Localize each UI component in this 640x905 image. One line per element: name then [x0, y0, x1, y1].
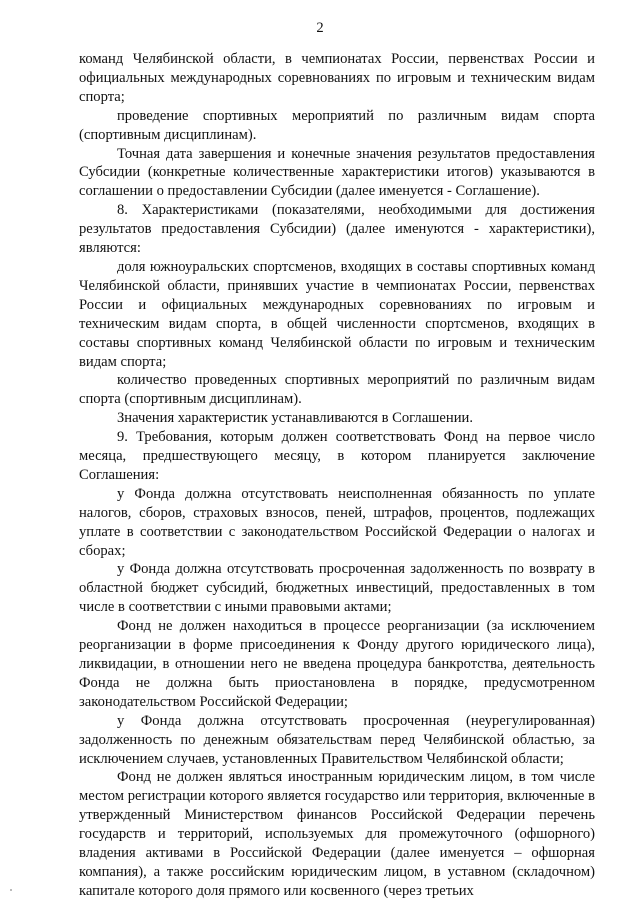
paragraph: у Фонда должна отсутствовать неисполненная обязанность по уплате налогов, сборов, страховых взносов, пеней, штрафов, процентов, подлежащих уплате в соответствии с законодательством Российской Федерации о налогах и сборах;	[79, 485, 595, 559]
page-number: 2	[316, 20, 324, 36]
paragraph: количество проведенных спортивных мероприятий по различным видам спорта (спортивным дисциплинам).	[79, 372, 595, 408]
paragraph-continuation: команд Челябинской области, в чемпионатах России, первенствах России и официальных международных соревнованиях по игровым и техническим видам спорта;	[79, 51, 595, 105]
paragraph: у Фонда должна отсутствовать просроченная задолженность по возврату в областной бюджет субсидий, бюджетных инвестиций, предоставленных в том числе в соответствии с иными правовыми актами;	[79, 561, 595, 616]
paragraph-item-8: 8. Характеристиками (показателями, необходимыми для достижения результатов предоставления Субсидии) (далее именуются - характеристики), являются:	[79, 202, 595, 257]
paragraph: проведение спортивных мероприятий по различным видам спорта (спортивным дисциплинам).	[79, 107, 595, 143]
paragraph: доля южноуральских спортсменов, входящих в составы спортивных команд Челябинской области, принявших участие в чемпионатах России, первенствах России и официальных международных соревнованиях по игровым и техническим видам спорта, в общей численности спортсменов, входящих в составы спортивных команд Челябинской области по игровым и техническим видам спорта;	[79, 258, 595, 370]
paragraph-item-9: 9. Требования, которым должен соответствовать Фонд на первое число месяца, предшествующего месяцу, в котором планируется заключение Соглашения:	[79, 429, 595, 483]
paragraph: Фонд не должен являться иностранным юридическим лицом, в том числе местом регистрации которого является государство или территория, включенные в утвержденный Министерством финансов Российской Федерации перечень государств и территорий, используемых для промежуточного (офшорного) владения активами в Российской Федерации (далее именуется – офшорная компания), а также российским юридическим лицом, в уставном (складочном) капитале которого доля прямого или косвенного (через третьих	[79, 769, 595, 899]
scan-artifact-dot	[10, 889, 12, 891]
document-body	[79, 50, 595, 901]
paragraph: Фонд не должен находиться в процессе реорганизации (за исключением реорганизации в форме присоединения к Фонду другого юридического лица), ликвидации, в отношении него не введена процедура банкротства, деятельность Фонда не должна быть приостановлена в порядке, предусмотренном законодательством Российской Федерации;	[79, 618, 595, 710]
paragraph: у Фонда должна отсутствовать просроченная (неурегулированная) задолженность по денежным обязательствам перед Челябинской областью, за исключением случаев, установленных Правительством Челябинской области;	[79, 712, 595, 767]
paragraph: Значения характеристик устанавливаются в Соглашении.	[117, 410, 473, 427]
paragraph: Точная дата завершения и конечные значения результатов предоставления Субсидии (конкретные количественные характеристики итогов) указываются в соглашении о предоставлении Субсидии (далее именуется - Соглашение).	[79, 145, 595, 200]
